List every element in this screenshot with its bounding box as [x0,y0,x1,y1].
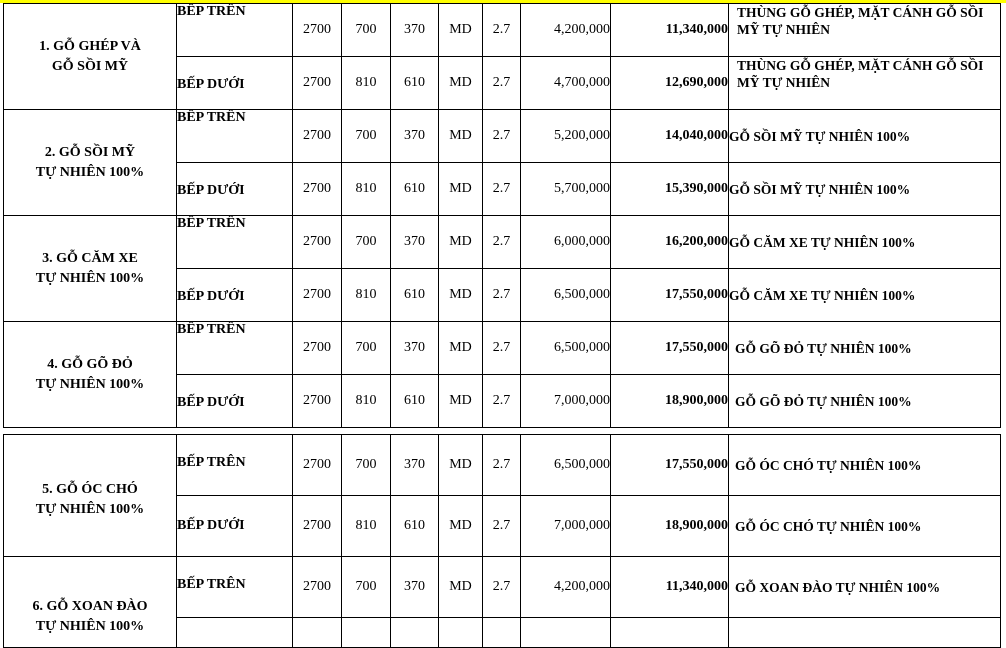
empty-cell [521,618,611,648]
unit-price: 6,500,000 [521,269,611,322]
total-price: 11,340,000 [611,4,729,57]
unit: MD [439,110,483,163]
length: 2700 [293,435,342,496]
empty-cell [342,618,391,648]
unit-price: 5,200,000 [521,110,611,163]
kitchen-part: BẾP TRÊN [177,4,293,57]
empty-cell [293,618,342,648]
total-price: 15,390,000 [611,163,729,216]
unit: MD [439,322,483,375]
quantity: 2.7 [483,269,521,322]
depth: 370 [391,322,439,375]
unit-price: 6,500,000 [521,322,611,375]
empty-cell [391,618,439,648]
depth: 610 [391,269,439,322]
product-name-cell: 1. GỖ GHÉP VÀ GỖ SỒI MỸ [4,4,177,110]
table-row [4,110,1001,163]
length: 2700 [293,375,342,428]
unit-price: 6,500,000 [521,435,611,496]
unit-price: 7,000,000 [521,375,611,428]
depth: 610 [391,57,439,110]
height: 700 [342,216,391,269]
total-price: 16,200,000 [611,216,729,269]
unit: MD [439,4,483,57]
price-table-2 [3,434,1001,648]
empty-cell [729,618,1001,648]
description: GỖ CĂM XE TỰ NHIÊN 100% [729,216,1001,269]
length: 2700 [293,269,342,322]
price-table-1 [3,3,1001,428]
total-price: 14,040,000 [611,110,729,163]
total-price: 18,900,000 [611,375,729,428]
quantity: 2.7 [483,163,521,216]
description: GỖ GÕ ĐỎ TỰ NHIÊN 100% [729,322,1001,375]
kitchen-part: BẾP DƯỚI [177,269,293,322]
unit-price: 5,700,000 [521,163,611,216]
description: GỖ SỒI MỸ TỰ NHIÊN 100% [729,110,1001,163]
quantity: 2.7 [483,557,521,618]
unit-price: 4,200,000 [521,4,611,57]
height: 810 [342,496,391,557]
product-name-cell: 2. GỖ SỒI MỸ TỰ NHIÊN 100% [4,110,177,216]
product-name-cell: 6. GỖ XOAN ĐÀO TỰ NHIÊN 100% [4,557,177,648]
description: THÙNG GỖ GHÉP, MẶT CÁNH GỖ SỒI MỸ TỰ NHIÊN [729,4,1001,57]
product-name-cell: 4. GỖ GÕ ĐỎ TỰ NHIÊN 100% [4,322,177,428]
kitchen-part: BẾP TRÊN [177,216,293,269]
depth: 370 [391,110,439,163]
height: 700 [342,110,391,163]
length: 2700 [293,163,342,216]
total-price: 12,690,000 [611,57,729,110]
empty-cell [611,618,729,648]
table-row [4,4,1001,57]
quantity: 2.7 [483,4,521,57]
total-price: 11,340,000 [611,557,729,618]
description: THÙNG GỖ GHÉP, MẶT CÁNH GỖ SỒI MỸ TỰ NHIÊN [729,57,1001,110]
unit-price: 4,700,000 [521,57,611,110]
empty-cell [483,618,521,648]
total-price: 17,550,000 [611,322,729,375]
description: GỖ CĂM XE TỰ NHIÊN 100% [729,269,1001,322]
length: 2700 [293,4,342,57]
total-price: 17,550,000 [611,269,729,322]
quantity: 2.7 [483,110,521,163]
depth: 370 [391,4,439,57]
length: 2700 [293,322,342,375]
kitchen-part: BẾP TRÊN [177,435,293,496]
height: 700 [342,322,391,375]
kitchen-part: BẾP DƯỚI [177,57,293,110]
height: 700 [342,4,391,57]
height: 700 [342,557,391,618]
total-price: 17,550,000 [611,435,729,496]
kitchen-part: BẾP TRÊN [177,322,293,375]
kitchen-part: BẾP DƯỚI [177,496,293,557]
description: GỖ GÕ ĐỎ TỰ NHIÊN 100% [729,375,1001,428]
description: GỖ SỒI MỸ TỰ NHIÊN 100% [729,163,1001,216]
kitchen-part: BẾP TRÊN [177,110,293,163]
table-row [4,216,1001,269]
unit: MD [439,496,483,557]
quantity: 2.7 [483,375,521,428]
table-row [4,557,1001,618]
depth: 610 [391,163,439,216]
quantity: 2.7 [483,57,521,110]
height: 810 [342,269,391,322]
quantity: 2.7 [483,322,521,375]
unit: MD [439,216,483,269]
kitchen-part: BẾP TRÊN [177,557,293,618]
table-row [4,322,1001,375]
depth: 610 [391,375,439,428]
length: 2700 [293,216,342,269]
description: GỖ ÓC CHÓ TỰ NHIÊN 100% [729,496,1001,557]
length: 2700 [293,110,342,163]
length: 2700 [293,496,342,557]
length: 2700 [293,57,342,110]
unit: MD [439,269,483,322]
depth: 370 [391,557,439,618]
unit-price: 7,000,000 [521,496,611,557]
height: 810 [342,375,391,428]
description: GỖ ÓC CHÓ TỰ NHIÊN 100% [729,435,1001,496]
unit: MD [439,435,483,496]
height: 700 [342,435,391,496]
quantity: 2.7 [483,496,521,557]
height: 810 [342,163,391,216]
unit: MD [439,375,483,428]
total-price: 18,900,000 [611,496,729,557]
description: GỖ XOAN ĐÀO TỰ NHIÊN 100% [729,557,1001,618]
height: 810 [342,57,391,110]
unit: MD [439,163,483,216]
depth: 370 [391,435,439,496]
product-name-cell: 5. GỖ ÓC CHÓ TỰ NHIÊN 100% [4,435,177,557]
kitchen-part: BẾP DƯỚI [177,375,293,428]
unit: MD [439,557,483,618]
product-name-cell: 3. GỖ CĂM XE TỰ NHIÊN 100% [4,216,177,322]
unit-price: 4,200,000 [521,557,611,618]
depth: 370 [391,216,439,269]
quantity: 2.7 [483,216,521,269]
empty-cell [439,618,483,648]
quantity: 2.7 [483,435,521,496]
unit: MD [439,57,483,110]
kitchen-part: BẾP DƯỚI [177,163,293,216]
length: 2700 [293,557,342,618]
unit-price: 6,000,000 [521,216,611,269]
depth: 610 [391,496,439,557]
empty-cell [177,618,293,648]
table-row [4,435,1001,496]
